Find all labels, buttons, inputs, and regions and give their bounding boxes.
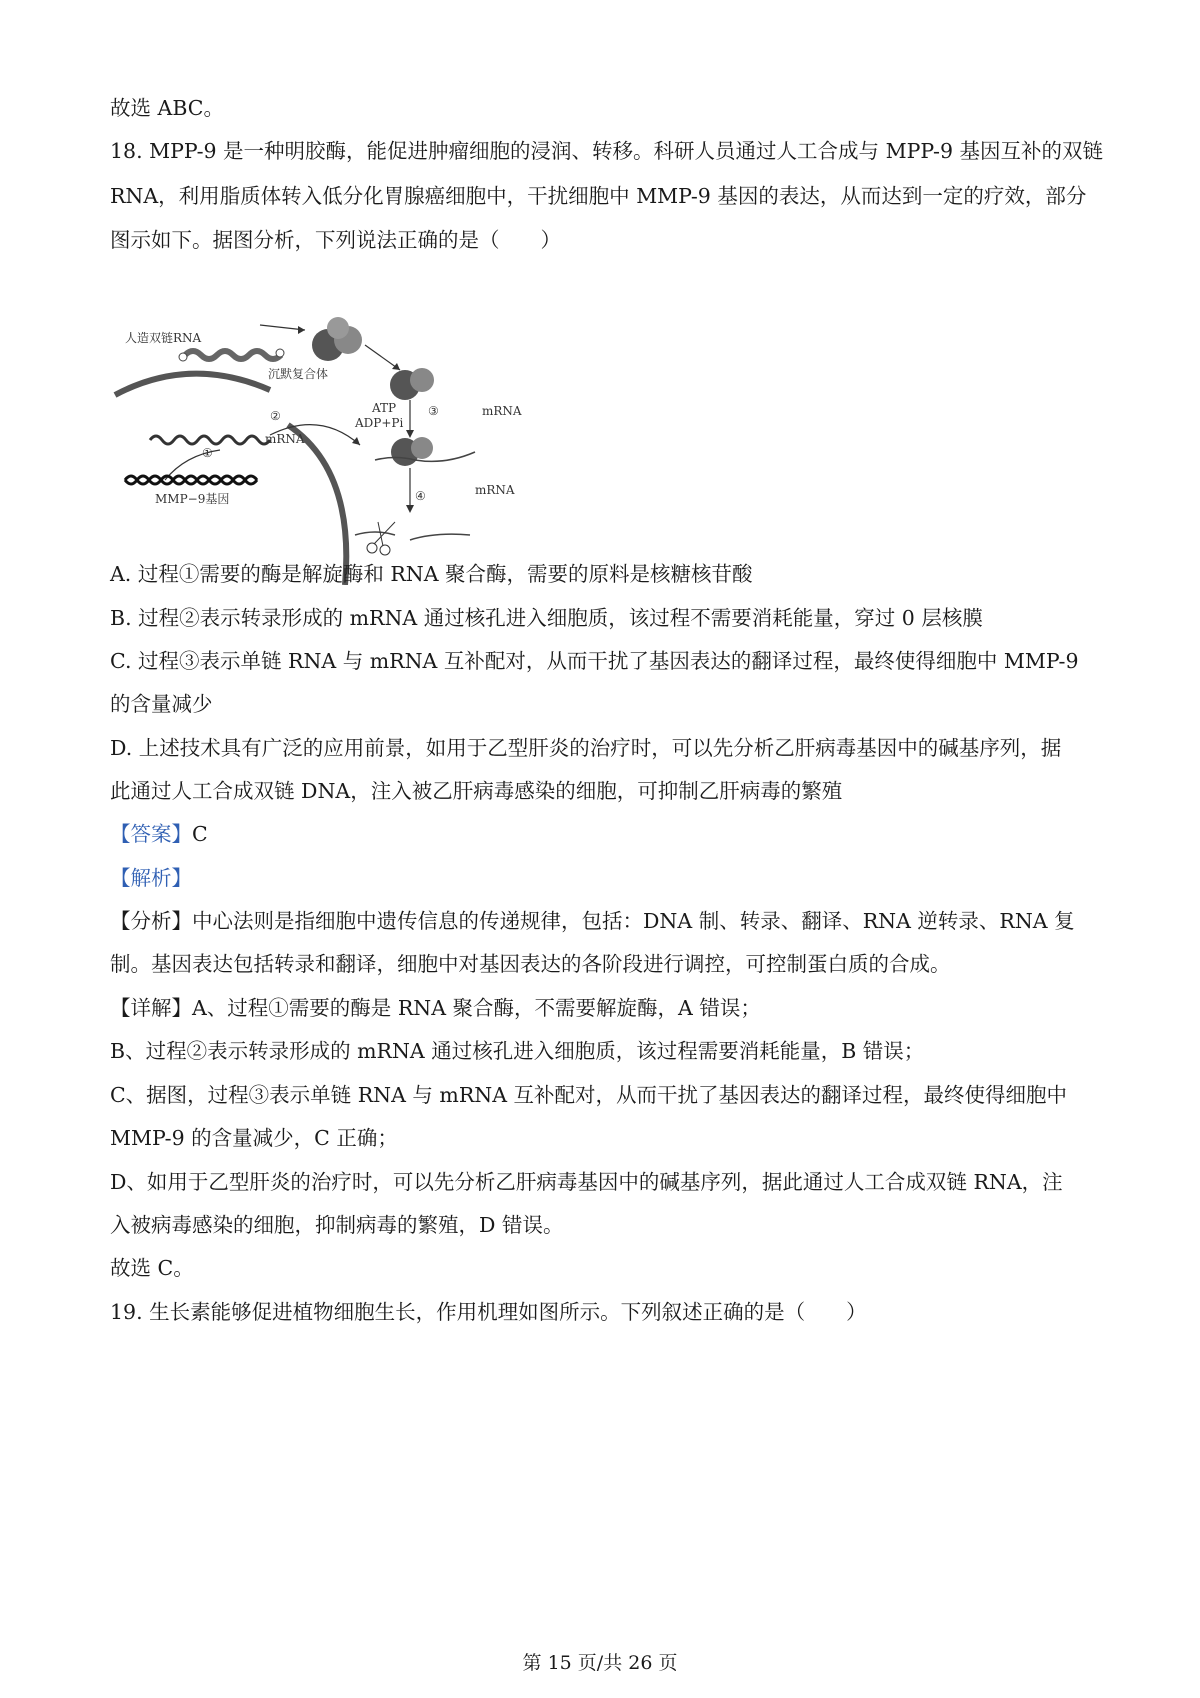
answer-tag: 【答案】 [110,822,192,846]
option-c-line-2: 的含量减少 [110,692,213,716]
label-step-3: ③ [428,404,439,418]
arrowhead-icon [352,437,360,445]
scissors-blade-icon [374,522,395,544]
label-silencing-complex: 沉默复合体 [268,367,329,381]
complex-sphere-icon [327,317,349,339]
scissors-icon [380,545,390,555]
cleaved-mrna-right [410,534,470,540]
detail-b: B、过程②表示转录形成的 mRNA 通过核孔进入细胞质，该过程需要消耗能量，B 错误； [110,1039,925,1063]
analysis-tag: 【解析】 [110,866,192,890]
detail-conclusion: 故选 C。 [110,1256,194,1280]
dsrna-strand [185,351,281,359]
answer-line [110,820,208,848]
analysis-line-1: 【分析】中心法则是指细胞中遗传信息的传递规律，包括：DNA 制、转录、翻译、RNA 逆转录、RNA 复 [110,909,1075,933]
previous-conclusion: 故选 ABC。 [110,96,224,120]
detail-c-line-1: C、据图，过程③表示单链 RNA 与 mRNA 互补配对，从而干扰了基因表达的翻译过程，最终使得细胞中 [110,1083,1068,1107]
arrowhead-icon [298,326,305,334]
question-18-line-1: 18. MPP-9 是一种明胶酶，能促进肿瘤细胞的浸润、转移。科研人员通过人工合成与 MPP-9 基因互补的双链 [110,139,1104,163]
detail-c-line-2: MMP-9 的含量减少，C 正确； [110,1126,398,1150]
complex-sphere-icon [411,437,433,459]
label-mrna-c: mRNA [475,483,515,497]
rna-interference-figure [110,300,580,585]
label-mrna-a: mRNA [482,404,522,418]
label-step-4: ④ [415,489,426,503]
detail-a: 【详解】A、过程①需要的酶是 RNA 聚合酶，不需要解旋酶，A 错误； [110,996,761,1020]
scissors-blade-icon [378,522,383,546]
arrowhead-icon [406,430,414,438]
arrowhead-icon [392,363,400,370]
option-d-line-2: 此通过人工合成双链 DNA，注入被乙肝病毒感染的细胞，可抑制乙肝病毒的繁殖 [110,779,843,803]
dsrna-tail-icon [276,349,284,357]
complex-sphere-icon [410,368,434,392]
option-d-line-1: D. 上述技术具有广泛的应用前景，如用于乙型肝炎的治疗时，可以先分析乙肝病毒基因中的碱基序列，据 [110,736,1062,760]
rna-interference-diagram [110,300,580,585]
option-b: B. 过程②表示转录形成的 mRNA 通过核孔进入细胞质，该过程不需要消耗能量，穿过 0 层核膜 [110,606,983,630]
arrowhead-icon [406,505,414,513]
detail-d-line-1: D、如用于乙型肝炎的治疗时，可以先分析乙肝病毒基因中的碱基序列，据此通过人工合成双链 RNA，注 [110,1170,1063,1194]
question-19: 19. 生长素能够促进植物细胞生长，作用机理如图所示。下列叙述正确的是（ ） [110,1300,867,1324]
label-adp: ADP+Pi [355,416,404,430]
label-dsrna: 人造双链RNA [125,331,202,345]
label-mmp9-gene: MMP−9基因 [155,492,230,506]
page-footer: 第 15 页/共 26 页 [522,1652,678,1674]
scissors-icon [367,543,377,553]
option-a: A. 过程①需要的酶是解旋酶和 RNA 聚合酶，需要的原料是核糖核苷酸 [110,562,753,586]
answer-value: C [192,822,208,846]
mrna-transcript [150,436,270,444]
detail-d-line-2: 入被病毒感染的细胞，抑制病毒的繁殖，D 错误。 [110,1213,564,1237]
nuclear-envelope-outer [115,374,270,395]
label-atp: ATP [372,401,397,415]
label-step-1: ① [202,446,213,460]
dsrna-cap-icon [179,353,187,361]
label-step-2: ② [270,409,281,423]
question-18-line-2: RNA，利用脂质体转入低分化胃腺癌细胞中，干扰细胞中 MMP-9 基因的表达，从而达到一定的疗效，部分 [110,184,1087,208]
question-18-line-3: 图示如下。据图分析，下列说法正确的是（ ） [110,228,561,252]
label-mrna-b: mRNA [265,432,305,446]
analysis-line-2: 制。基因表达包括转录和翻译，细胞中对基因表达的各阶段进行调控，可控制蛋白质的合成。 [110,952,951,976]
option-c-line-1: C. 过程③表示单链 RNA 与 mRNA 互补配对，从而干扰了基因表达的翻译过程，最终使得细胞中 MMP-9 [110,649,1079,673]
cleaved-mrna-left [355,532,395,535]
